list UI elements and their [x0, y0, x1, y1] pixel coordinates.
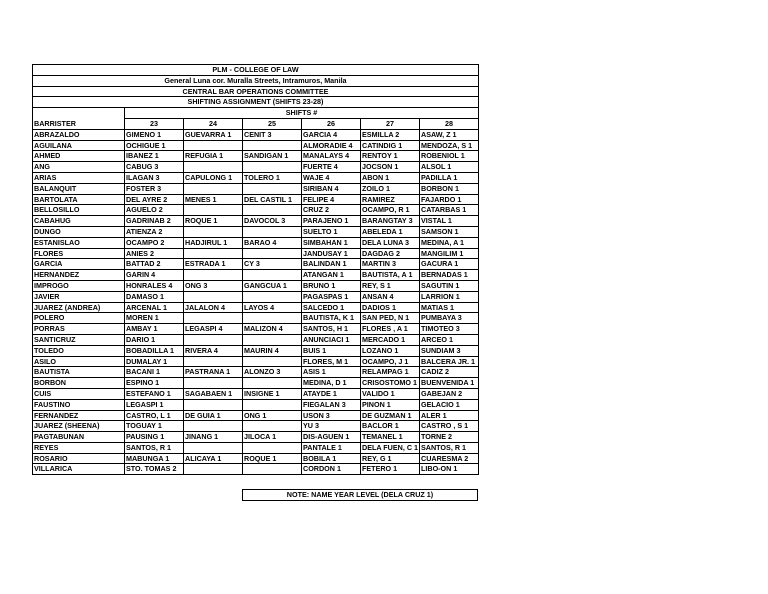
shift-assignment-cell: CASTRO , S 1 [420, 421, 479, 432]
shift-assignment-cell [184, 378, 243, 389]
barrister-name-cell: PAGTABUNAN [33, 432, 125, 443]
shift-assignment-cell [184, 162, 243, 173]
shift-assignment-cell: PUMBAYA 3 [420, 313, 479, 324]
shift-assignment-cell: VALIDO 1 [361, 388, 420, 399]
shift-assignment-cell: FLORES, M 1 [302, 356, 361, 367]
shift-assignment-cell: BUENVENIDA 1 [420, 378, 479, 389]
shift-assignment-cell: ALMORADIE 4 [302, 140, 361, 151]
shift-assignment-cell: LIBO-ON 1 [420, 464, 479, 475]
shift-assignment-cell: ESPINO 1 [125, 378, 184, 389]
table-row [33, 259, 479, 270]
shift-assignment-cell: SALCEDO 1 [302, 302, 361, 313]
table-row [33, 280, 479, 291]
table-row [33, 324, 479, 335]
shift-assignment-cell: CUARESMA 2 [420, 453, 479, 464]
shift-assignment-cell: DARIO 1 [125, 334, 184, 345]
table-row [33, 313, 479, 324]
shift-assignment-cell [243, 464, 302, 475]
table-row [33, 302, 479, 313]
shift-assignment-cell: BALCERA JR. 1 [420, 356, 479, 367]
shift-assignment-cell: LEGASPI 1 [125, 399, 184, 410]
shift-assignment-cell: RELAMPAG 1 [361, 367, 420, 378]
barrister-name-cell: BORBON [33, 378, 125, 389]
shift-assignment-cell [243, 421, 302, 432]
blank-cell [33, 108, 125, 119]
shift-assignment-cell: MANGILIM 1 [420, 248, 479, 259]
shift-assignment-cell: SAN PED, N 1 [361, 313, 420, 324]
shifts-label: SHIFTS # [125, 108, 479, 119]
shift-assignment-cell: DAGDAG 2 [361, 248, 420, 259]
address-row [33, 75, 479, 86]
shift-assignment-cell: CY 3 [243, 259, 302, 270]
shift-assignment-cell: BAUTISTA, A 1 [361, 270, 420, 281]
shift-assignment-cell: ALONZO 3 [243, 367, 302, 378]
shift-assignment-cell: WAJE 4 [302, 172, 361, 183]
shift-assignment-cell: GANGCUA 1 [243, 280, 302, 291]
shift-assignment-cell: DELA FUEN, C 1 [362, 442, 419, 452]
shift-assignment-cell: BERNADAS 1 [420, 270, 479, 281]
shift-assignment-cell: AGUELO 2 [125, 205, 184, 216]
shift-assignment-cell [184, 291, 243, 302]
shift-assignment-cell: ANIES 2 [125, 248, 184, 259]
shift-assignment-cell: FELIPE 4 [302, 194, 361, 205]
shift-assignment-cell [243, 442, 302, 453]
table-row [33, 367, 479, 378]
shift-assignment-cell: BOBADILLA 1 [125, 345, 184, 356]
shift-assignment-cell: GUEVARRA 1 [184, 129, 243, 140]
shift-assignment-cell: TEMANEL 1 [361, 432, 420, 443]
table-row [33, 226, 479, 237]
shift-assignment-cell: CENIT 3 [243, 129, 302, 140]
shift-assignment-cell: BARANGTAY 3 [361, 216, 420, 227]
shift-assignment-cell: GARCIA 4 [302, 129, 361, 140]
shift-assignment-cell [243, 248, 302, 259]
barrister-name-cell: ROSARIO [33, 453, 125, 464]
shift-assignment-cell: PAUSING 1 [125, 432, 184, 443]
shift-assignment-cell: DUMALAY 1 [125, 356, 184, 367]
shift-assignment-cell: ROQUE 1 [184, 216, 243, 227]
shift-assignment-cell: SAGUTIN 1 [420, 280, 479, 291]
shift-assignment-cell: TORNE 2 [420, 432, 479, 443]
shift-assignment-cell [243, 313, 302, 324]
shift-assignment-cell [243, 162, 302, 173]
shift-assignment-cell [184, 334, 243, 345]
shift-assignment-cell: PINON 1 [361, 399, 420, 410]
shift-assignment-cell: DEL CASTIL 1 [243, 194, 302, 205]
shift-assignment-cell: USON 3 [302, 410, 361, 421]
shift-assignment-cell: ALER 1 [420, 410, 479, 421]
barrister-name-cell: REYES [33, 442, 125, 453]
shift-assignment-cell [184, 205, 243, 216]
shift-assignment-cell: BACLOR 1 [361, 421, 420, 432]
barrister-name-cell: JUAREZ (ANDREA) [33, 302, 125, 313]
column-header-barrister: BARRISTER [33, 118, 125, 129]
shifting-assignment-table [32, 64, 479, 475]
shift-assignment-cell: MENES 1 [184, 194, 243, 205]
table-row [33, 140, 479, 151]
table-row [33, 356, 479, 367]
shift-assignment-cell: OCAMPO, J 1 [361, 356, 420, 367]
shift-assignment-cell: DELA LUNA 3 [361, 237, 420, 248]
shift-assignment-cell: MEDINA, D 1 [302, 378, 361, 389]
shift-assignment-cell: SANDIGAN 1 [243, 151, 302, 162]
shift-assignment-cell: HONRALES 4 [125, 280, 184, 291]
table-row [33, 248, 479, 259]
shift-assignment-cell: JINANG 1 [184, 432, 243, 443]
table-row [33, 172, 479, 183]
shift-assignment-cell: ALSOL 1 [420, 162, 479, 173]
shift-assignment-cell: LEGASPI 4 [184, 324, 243, 335]
address-line: General Luna cor. Muralla Streets, Intramuros, Manila [33, 75, 479, 86]
shift-assignment-cell: ATAYDE 1 [302, 388, 361, 399]
shift-assignment-cell: ILAGAN 3 [125, 172, 184, 183]
shift-assignment-cell: BORBON 1 [420, 183, 479, 194]
shift-assignment-cell [243, 226, 302, 237]
barrister-name-cell: FERNANDEZ [33, 410, 125, 421]
shift-assignment-cell: TOLERO 1 [243, 172, 302, 183]
shift-assignment-cell [184, 442, 243, 453]
shift-assignment-cell: SANTOS, R 1 [125, 442, 184, 453]
shift-assignment-cell: PANTALE 1 [302, 442, 361, 453]
shift-assignment-cell [243, 399, 302, 410]
shift-assignment-cell: SUNDIAM 3 [420, 345, 479, 356]
shift-assignment-cell: ARCEO 1 [420, 334, 479, 345]
shift-assignment-cell: MARTIN 3 [361, 259, 420, 270]
shift-assignment-cell: PADILLA 1 [420, 172, 479, 183]
shift-assignment-cell: JOCSON 1 [361, 162, 420, 173]
shift-assignment-cell: DAMASO 1 [125, 291, 184, 302]
shifts-label-row [33, 108, 479, 119]
table-row [33, 442, 479, 453]
shift-assignment-cell: CORDON 1 [302, 464, 361, 475]
barrister-name-cell: FAUSTINO [33, 399, 125, 410]
barrister-name-cell: FLORES [33, 248, 125, 259]
barrister-name-cell: BARTOLATA [33, 194, 125, 205]
shift-assignment-cell: CASTRO, L 1 [125, 410, 184, 421]
barrister-name-cell: JUAREZ (SHEENA) [33, 421, 125, 432]
shift-assignment-cell: JALALON 4 [184, 302, 243, 313]
shift-assignment-cell [184, 270, 243, 281]
shift-assignment-cell: IBANEZ 1 [125, 151, 184, 162]
shift-assignment-cell: ROQUE 1 [243, 453, 302, 464]
barrister-name-cell: CABAHUG [33, 216, 125, 227]
barrister-name-cell: BELLOSILLO [33, 205, 125, 216]
title-row [33, 65, 479, 76]
shift-assignment-cell: JANDUSAY 1 [302, 248, 361, 259]
shift-assignment-cell: BACANI 1 [125, 367, 184, 378]
shift-assignment-cell: ONG 1 [243, 410, 302, 421]
shift-assignment-cell: TIMOTEO 3 [420, 324, 479, 335]
shift-assignment-cell [184, 140, 243, 151]
shift-assignment-cell: DADIOS 1 [361, 302, 420, 313]
column-header-shift: 28 [420, 118, 479, 129]
table-row [33, 291, 479, 302]
shift-assignment-cell: BUIS 1 [302, 345, 361, 356]
shift-assignment-cell: SUELTO 1 [302, 226, 361, 237]
document-title: PLM - COLLEGE OF LAW [33, 65, 479, 76]
shift-assignment-cell: LAYOS 4 [243, 302, 302, 313]
table-row [33, 378, 479, 389]
shift-assignment-cell: ATIENZA 2 [125, 226, 184, 237]
shift-assignment-cell: ANUNCIACI 1 [302, 334, 361, 345]
shift-assignment-cell: PARAJENO 1 [302, 216, 361, 227]
shift-assignment-cell: MOREN 1 [125, 313, 184, 324]
shift-assignment-cell: MAURIN 4 [243, 345, 302, 356]
committee-name: CENTRAL BAR OPERATIONS COMMITTEE [33, 86, 479, 97]
barrister-name-cell: ABRAZALDO [33, 129, 125, 140]
table-row [33, 162, 479, 173]
shift-assignment-cell: JILOCA 1 [243, 432, 302, 443]
shift-assignment-cell: CRUZ 2 [302, 205, 361, 216]
shift-assignment-cell: ROBENIOL 1 [420, 151, 479, 162]
shift-assignment-cell [184, 356, 243, 367]
barrister-name-cell: IMPROGO [33, 280, 125, 291]
table-row [33, 464, 479, 475]
assignment-row [33, 97, 479, 108]
shift-assignment-cell: ONG 3 [184, 280, 243, 291]
shift-assignment-cell: YU 3 [302, 421, 361, 432]
table-row [33, 270, 479, 281]
shift-assignment-cell: ASAW, Z 1 [420, 129, 479, 140]
barrister-name-cell: POLERO [33, 313, 125, 324]
shift-assignment-cell: MENDOZA, S 1 [420, 140, 479, 151]
barrister-name-cell: SANTICRUZ [33, 334, 125, 345]
shift-assignment-cell: GACURA 1 [420, 259, 479, 270]
shift-assignment-cell: GADRINAB 2 [125, 216, 184, 227]
shift-assignment-cell: FOSTER 3 [125, 183, 184, 194]
shift-assignment-cell: MATIAS 1 [420, 302, 479, 313]
shift-assignment-cell: FAJARDO 1 [420, 194, 479, 205]
shift-assignment-cell: PASTRANA 1 [184, 367, 243, 378]
shift-assignment-cell: CABUG 3 [125, 162, 184, 173]
shift-assignment-cell: ESTRADA 1 [184, 259, 243, 270]
shift-assignment-cell: BALINDAN 1 [302, 259, 361, 270]
shift-assignment-cell: CRISOSTOMO 1 [361, 378, 420, 389]
table-row [33, 129, 479, 140]
shift-assignment-cell: HADJIRUL 1 [184, 237, 243, 248]
barrister-name-cell: AHMED [33, 151, 125, 162]
column-header-shift: 27 [361, 118, 420, 129]
shift-assignment-cell: MEDINA, A 1 [420, 237, 479, 248]
shift-assignment-cell: DEL AYRE 2 [125, 194, 184, 205]
shift-assignment-cell: LARRION 1 [420, 291, 479, 302]
column-header-row [33, 118, 479, 129]
column-header-shift: 23 [125, 118, 184, 129]
shift-assignment-cell: CAPULONG 1 [184, 172, 243, 183]
table-row [33, 388, 479, 399]
shift-assignment-cell: ALICAYA 1 [184, 453, 243, 464]
shift-assignment-cell: ABELEDA 1 [361, 226, 420, 237]
barrister-name-cell: PORRAS [33, 324, 125, 335]
shift-assignment-cell: BRUNO 1 [302, 280, 361, 291]
shift-assignment-cell [243, 140, 302, 151]
shift-assignment-cell [184, 421, 243, 432]
shift-assignment-cell [243, 291, 302, 302]
column-header-shift: 24 [184, 118, 243, 129]
shift-assignment-cell: ATANGAN 1 [302, 270, 361, 281]
assignment-title: SHIFTING ASSIGNMENT (SHIFTS 23-28) [33, 97, 479, 108]
shift-assignment-cell: AMBAY 1 [125, 324, 184, 335]
barrister-name-cell: HERNANDEZ [33, 270, 125, 281]
table-row [33, 216, 479, 227]
shift-assignment-cell: GIMENO 1 [125, 129, 184, 140]
table-row [33, 399, 479, 410]
shift-assignment-cell: MANALAYS 4 [302, 151, 361, 162]
shift-assignment-cell: DE GUIA 1 [184, 410, 243, 421]
shift-assignment-cell: ZOILO 1 [361, 183, 420, 194]
shift-assignment-cell [243, 356, 302, 367]
shift-assignment-cell: CADIZ 2 [420, 367, 479, 378]
barrister-name-cell: VILLARICA [33, 464, 125, 475]
shift-assignment-cell: ABON 1 [361, 172, 420, 183]
shift-assignment-cell [184, 248, 243, 259]
shift-assignment-cell [184, 183, 243, 194]
shift-assignment-cell: LOZANO 1 [361, 345, 420, 356]
shift-assignment-cell [184, 464, 243, 475]
shift-assignment-cell: OCHIGUE 1 [125, 140, 184, 151]
table-row [33, 432, 479, 443]
shift-assignment-cell: SIRIBAN 4 [302, 183, 361, 194]
table-row [33, 410, 479, 421]
shift-assignment-cell: STO. TOMAS 2 [125, 464, 184, 475]
table-row [33, 421, 479, 432]
shift-assignment-cell: DAVOCOL 3 [243, 216, 302, 227]
barrister-name-cell: TOLEDO [33, 345, 125, 356]
shift-assignment-cell: RAMIREZ [361, 194, 420, 205]
shift-assignment-cell: FUERTE 4 [302, 162, 361, 173]
barrister-name-cell: DUNGO [33, 226, 125, 237]
table-row [33, 151, 479, 162]
shift-assignment-cell: OCAMPO 2 [125, 237, 184, 248]
barrister-name-cell: AGUILANA [33, 140, 125, 151]
table-row [33, 453, 479, 464]
shift-assignment-cell [184, 226, 243, 237]
barrister-name-cell: CUIS [33, 388, 125, 399]
shift-assignment-cell: BATTAD 2 [125, 259, 184, 270]
shift-assignment-cell: GARIN 4 [125, 270, 184, 281]
shift-assignment-cell: FETERO 1 [361, 464, 420, 475]
table-row [33, 205, 479, 216]
shift-assignment-cell: ARCENAL 1 [125, 302, 184, 313]
barrister-name-cell: GARCIA [33, 259, 125, 270]
shift-assignment-cell: BOBILA 1 [302, 453, 361, 464]
table-row [33, 194, 479, 205]
column-header-shift: 26 [302, 118, 361, 129]
shift-assignment-cell: GELACIO 1 [420, 399, 479, 410]
shift-assignment-cell: DIS-AGUEN 1 [302, 432, 361, 443]
barrister-name-cell: ESTANISLAO [33, 237, 125, 248]
shift-assignment-cell: BAUTISTA, K 1 [302, 313, 361, 324]
table-row [33, 345, 479, 356]
shift-assignment-cell: MALIZON 4 [243, 324, 302, 335]
shift-assignment-cell: OCAMPO, R 1 [361, 205, 420, 216]
barrister-name-cell: BAUTISTA [33, 367, 125, 378]
shift-assignment-cell: REY, G 1 [361, 453, 420, 464]
shift-assignment-cell: SANTOS, H 1 [302, 324, 361, 335]
shift-assignment-cell: GABEJAN 2 [420, 388, 479, 399]
shift-assignment-cell: ESTEFANO 1 [125, 388, 184, 399]
table-row [33, 334, 479, 345]
shift-assignment-cell: MABUNGA 1 [125, 453, 184, 464]
shift-assignment-cell [184, 313, 243, 324]
shift-assignment-cell: CATINDIG 1 [361, 140, 420, 151]
column-header-shift: 25 [243, 118, 302, 129]
shift-assignment-cell: TOGUAY 1 [125, 421, 184, 432]
shift-assignment-cell: RENTOY 1 [361, 151, 420, 162]
barrister-name-cell: JAVIER [33, 291, 125, 302]
shift-assignment-cell: ESMILLA 2 [361, 129, 420, 140]
shift-assignment-cell: SIMBAHAN 1 [302, 237, 361, 248]
table-row [33, 183, 479, 194]
shift-assignment-cell: SAMSON 1 [420, 226, 479, 237]
table-row [33, 237, 479, 248]
shift-assignment-cell [184, 399, 243, 410]
shift-assignment-cell: CATARBAS 1 [420, 205, 479, 216]
shift-assignment-cell [243, 270, 302, 281]
shift-assignment-cell: RIVERA 4 [184, 345, 243, 356]
shift-assignment-cell: DE GUZMAN 1 [361, 410, 420, 421]
shift-assignment-cell [243, 183, 302, 194]
shift-assignment-cell [243, 205, 302, 216]
shift-assignment-cell: BARAO 4 [243, 237, 302, 248]
shift-assignment-cell: INSIGNE 1 [243, 388, 302, 399]
barrister-name-cell: ASILO [33, 356, 125, 367]
shift-assignment-cell [243, 334, 302, 345]
shift-assignment-cell: SANTOS, R 1 [420, 442, 479, 453]
shift-assignment-cell: VISTAL 1 [420, 216, 479, 227]
shift-assignment-cell: ANSAN 4 [361, 291, 420, 302]
shift-assignment-cell: MERCADO 1 [361, 334, 420, 345]
barrister-name-cell: ANG [33, 162, 125, 173]
committee-row [33, 86, 479, 97]
shift-assignment-cell [243, 378, 302, 389]
shift-assignment-cell: SAGABAEN 1 [184, 388, 243, 399]
shift-assignment-cell: PAGASPAS 1 [302, 291, 361, 302]
shift-assignment-cell: REY, S 1 [361, 280, 420, 291]
barrister-name-cell: BALANQUIT [33, 183, 125, 194]
shift-assignment-cell: REFUGIA 1 [184, 151, 243, 162]
note-box: NOTE: NAME YEAR LEVEL (DELA CRUZ 1) [242, 489, 478, 501]
barrister-name-cell: ARIAS [33, 172, 125, 183]
shift-assignment-cell: FLORES , A 1 [361, 324, 420, 335]
shift-assignment-cell: FIEGALAN 3 [302, 399, 361, 410]
shift-assignment-cell: ASIS 1 [302, 367, 361, 378]
